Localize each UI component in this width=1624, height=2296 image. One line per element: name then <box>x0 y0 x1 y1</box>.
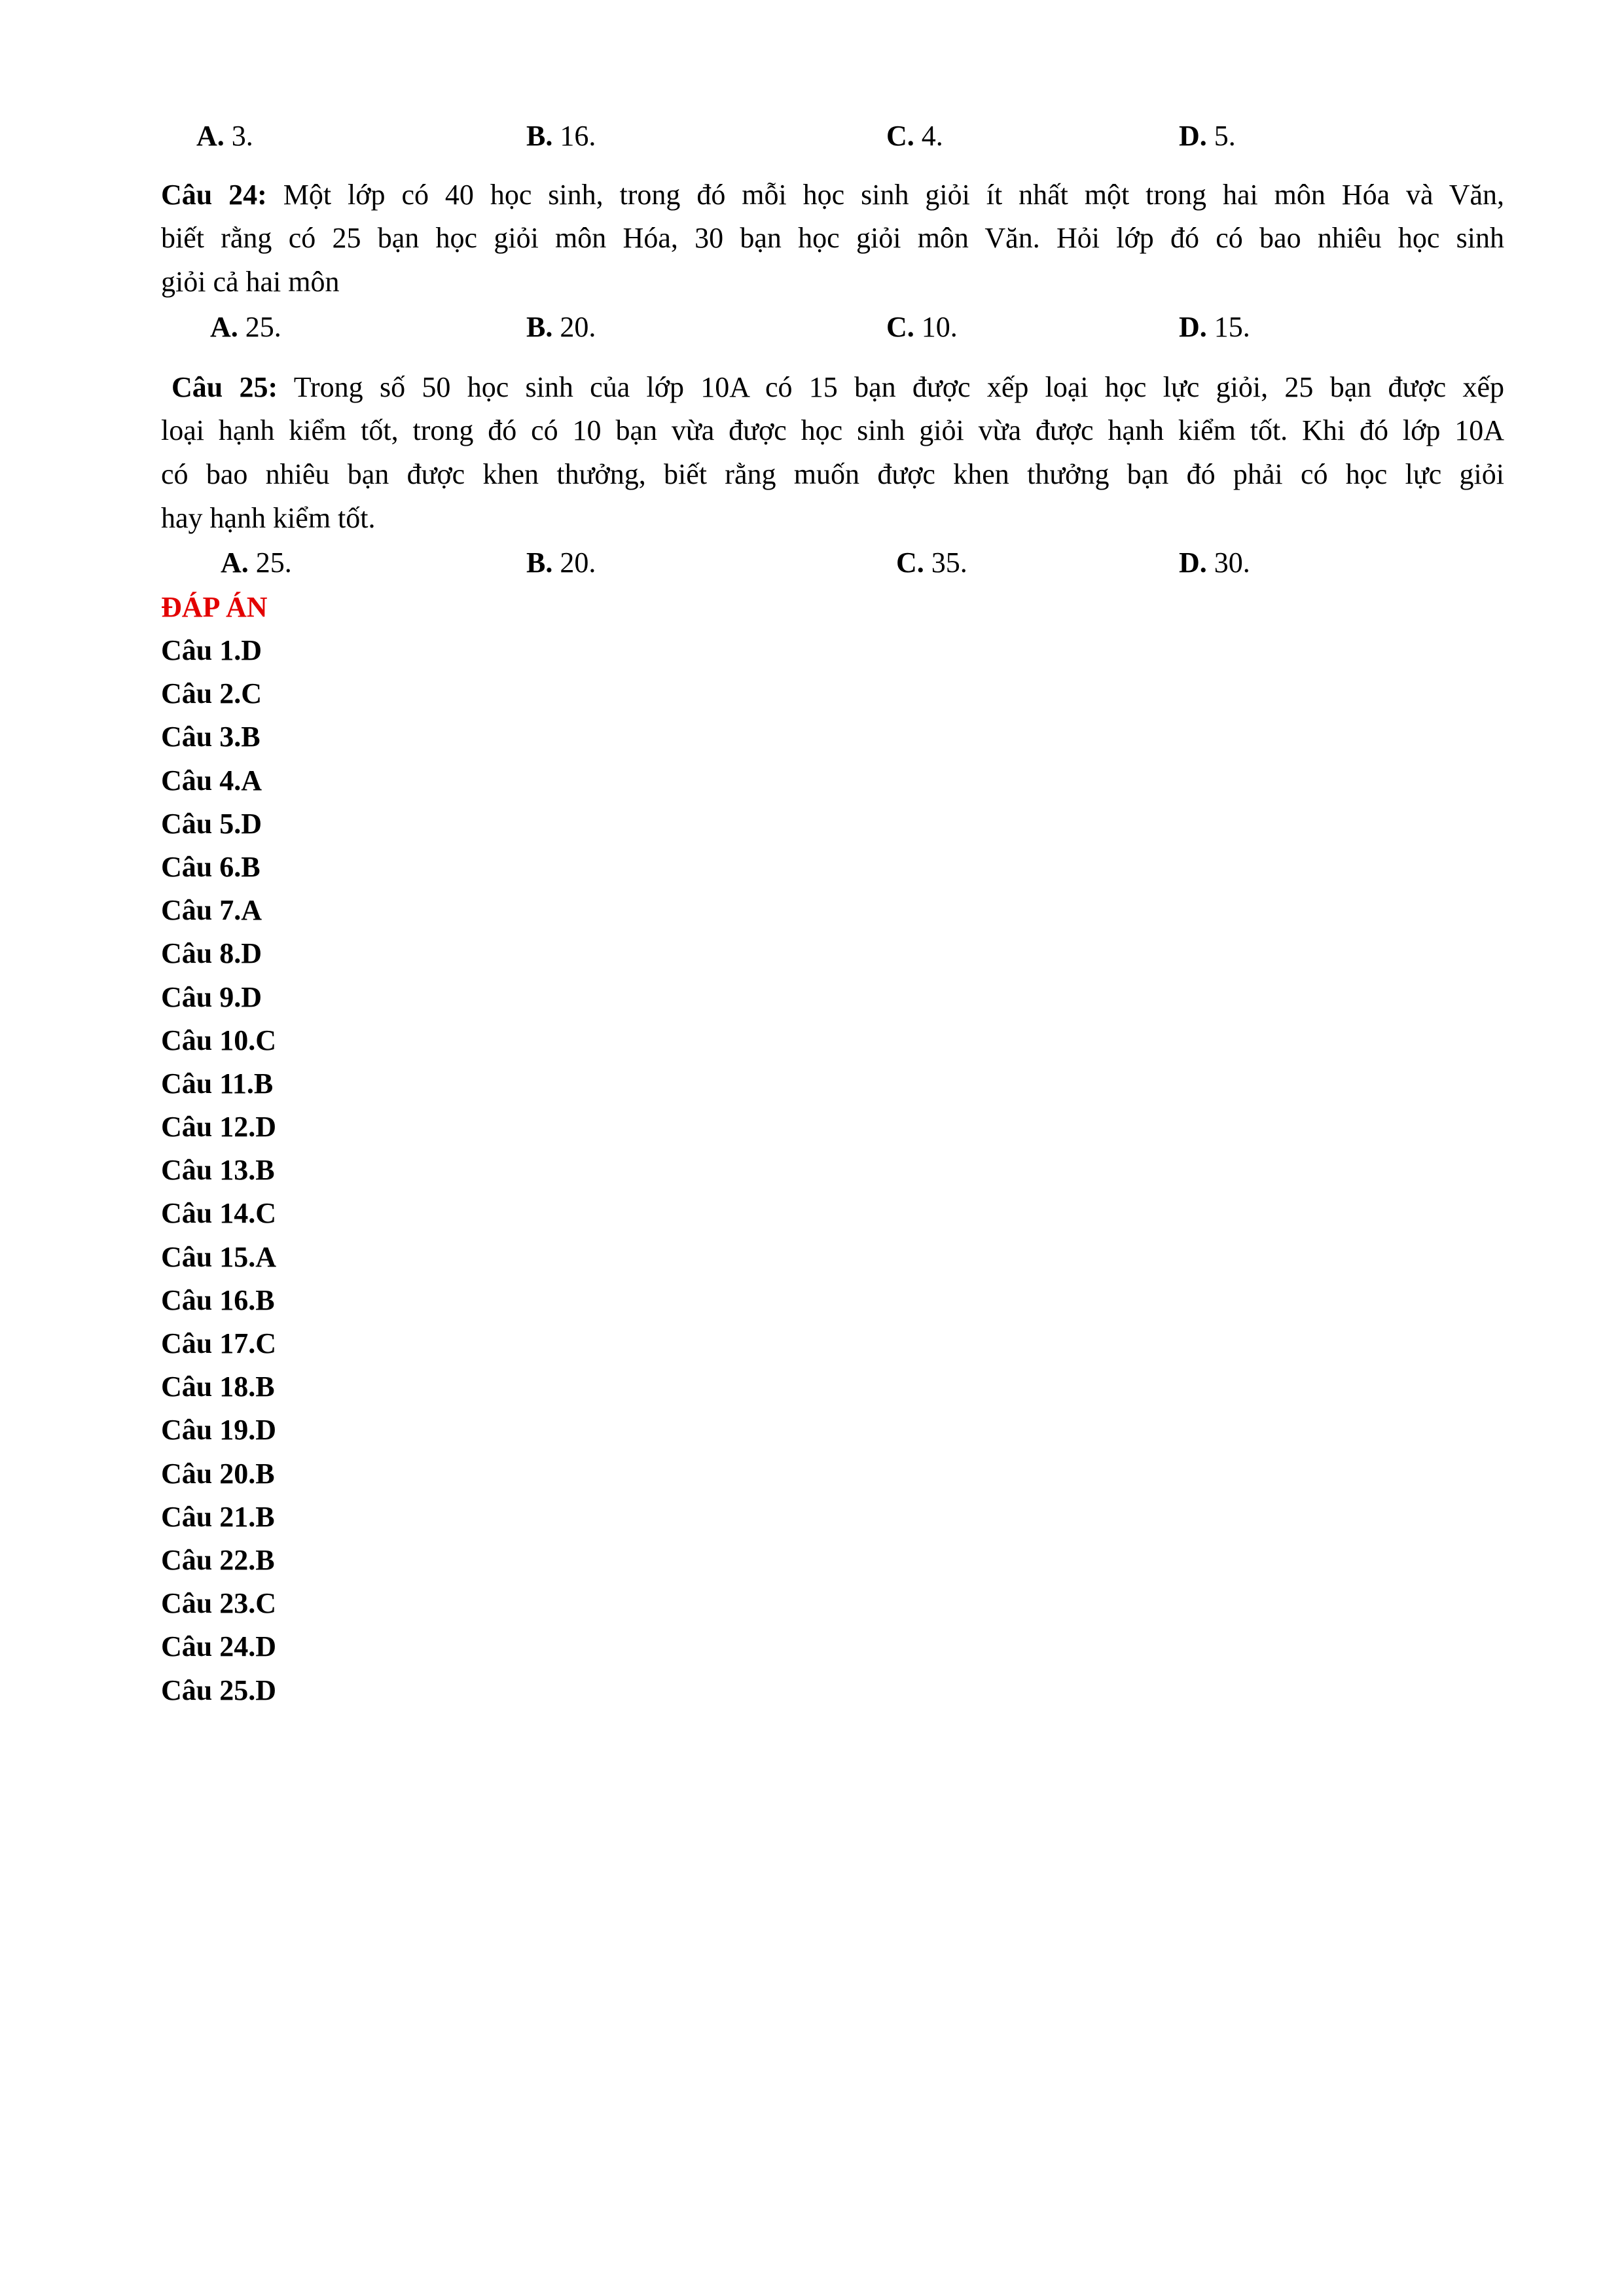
q25-option-a: A. 25. <box>221 547 292 579</box>
answer-item: Câu 7.A <box>161 894 262 927</box>
q24-line-1: Câu 24: Một lớp có 40 học sinh, trong đó mỗi học sinh giỏi ít nhất một trong hai môn Hóa và Văn, <box>161 179 1504 211</box>
answer-item: Câu 9.D <box>161 980 262 1013</box>
q25-option-c: C. 35. <box>896 547 967 579</box>
answer-item: Câu 20.B <box>161 1457 275 1490</box>
q23-option-c: C. 4. <box>886 120 943 152</box>
answer-list <box>161 636 276 1719</box>
q24-option-a: A. 25. <box>210 311 281 343</box>
q24-option-b: B. 20. <box>526 311 596 343</box>
q24-line-2: biết rằng có 25 bạn học giỏi môn Hóa, 30 bạn học giỏi môn Văn. Hỏi lớp đó có bao nhiêu học sinh <box>161 222 1504 254</box>
answer-item: Câu 18.B <box>161 1371 275 1403</box>
answer-item: Câu 13.B <box>161 1154 275 1187</box>
q25-option-d: D. 30. <box>1179 547 1250 579</box>
answer-item: Câu 11.B <box>161 1067 274 1100</box>
q25-label: Câu 25: <box>171 371 278 403</box>
answer-item: Câu 4.A <box>161 764 262 797</box>
q23-option-d: D. 5. <box>1179 120 1236 152</box>
q23-option-b: B. 16. <box>526 120 596 152</box>
answer-item: Câu 24.D <box>161 1630 277 1663</box>
q25-line-3: có bao nhiêu bạn được khen thưởng, biết rằng muốn được khen thưởng bạn đó phải có học lực giỏi <box>161 458 1504 490</box>
answer-key-title: ĐÁP ÁN <box>161 591 268 623</box>
answer-item: Câu 19.D <box>161 1414 277 1446</box>
answer-item: Câu 2.C <box>161 677 262 710</box>
answer-item: Câu 17.C <box>161 1327 277 1359</box>
q24-line-3: giỏi cả hai môn <box>161 266 340 298</box>
q24-label: Câu 24: <box>161 179 267 211</box>
answer-item: Câu 16.B <box>161 1283 275 1316</box>
answer-item: Câu 1.D <box>161 634 262 666</box>
q25-line-1: Câu 25: Trong số 50 học sinh của lớp 10A có 15 bạn được xếp loại học lực giỏi, 25 bạn được xếp <box>171 371 1504 403</box>
answer-item: Câu 14.C <box>161 1197 277 1230</box>
answer-item: Câu 21.B <box>161 1500 275 1533</box>
answer-item: Câu 15.A <box>161 1240 277 1273</box>
answer-item: Câu 10.C <box>161 1024 277 1056</box>
q25-line-2: loại hạnh kiểm tốt, trong đó có 10 bạn vừa được học sinh giỏi vừa được hạnh kiểm tốt. Khi đó lớp 10A <box>161 414 1504 446</box>
answer-item: Câu 5.D <box>161 807 262 840</box>
answer-item: Câu 8.D <box>161 937 262 970</box>
q25-line-4: hay hạnh kiểm tốt. <box>161 502 376 534</box>
answer-item: Câu 3.B <box>161 721 261 753</box>
q23-option-a: A. 3. <box>196 120 253 152</box>
answer-item: Câu 12.D <box>161 1111 277 1143</box>
answer-item: Câu 6.B <box>161 850 261 883</box>
answer-item: Câu 22.B <box>161 1543 275 1576</box>
answer-item: Câu 25.D <box>161 1674 277 1706</box>
answer-item: Câu 23.C <box>161 1587 277 1620</box>
q24-option-c: C. 10. <box>886 311 958 343</box>
q24-option-d: D. 15. <box>1179 311 1250 343</box>
q25-option-b: B. 20. <box>526 547 596 579</box>
